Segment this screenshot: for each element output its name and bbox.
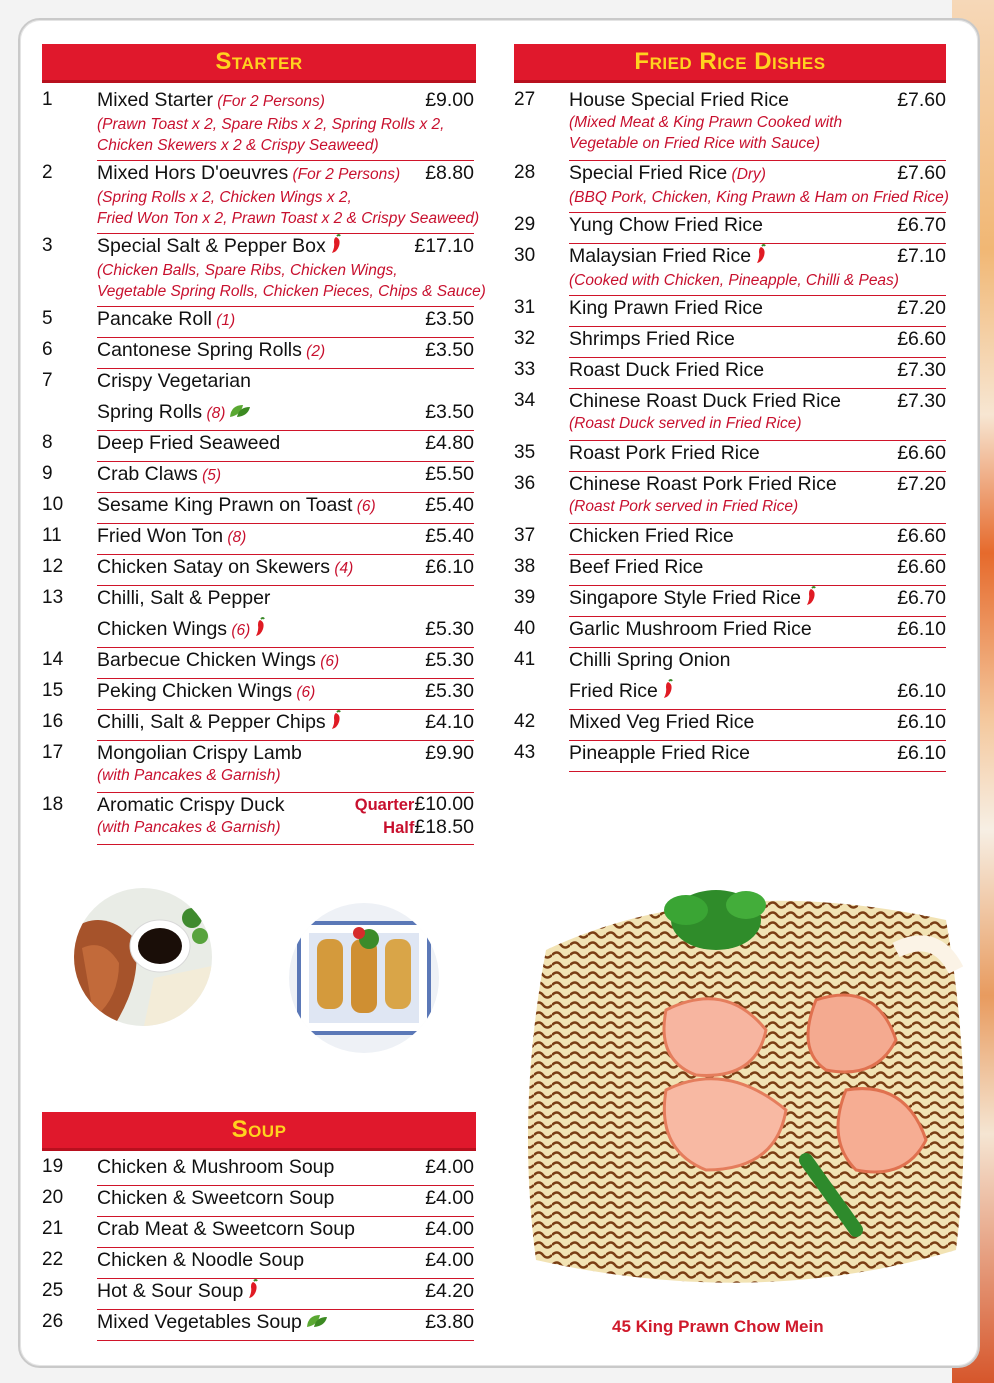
item-price: £7.20 <box>897 473 946 495</box>
item-body <box>569 586 946 617</box>
item-body <box>97 234 486 307</box>
item-body <box>569 741 946 772</box>
item-price: £4.20 <box>425 1280 474 1302</box>
item-name-line <box>97 462 474 488</box>
item-quantity: (Dry) <box>727 166 766 183</box>
item-name-line <box>97 88 474 114</box>
item-name-line <box>97 161 474 187</box>
item-name-line <box>569 524 946 548</box>
item-body <box>97 493 474 524</box>
item-price: £5.30 <box>425 618 474 640</box>
item-name-line <box>97 1248 474 1272</box>
item-price: £7.20 <box>897 297 946 319</box>
item-name-line <box>569 88 946 112</box>
fried-rice-header <box>514 44 946 83</box>
item-number: 12 <box>42 556 64 577</box>
item-name-line <box>97 586 474 610</box>
item-quantity: (2) <box>301 343 326 360</box>
item-name-line <box>569 710 946 734</box>
item-name: Fried Won Ton <box>97 525 224 547</box>
item-price: £6.70 <box>897 214 946 236</box>
item-price: £6.60 <box>897 442 946 464</box>
chilli-icon <box>662 679 674 705</box>
item-name-line <box>569 296 946 320</box>
item-number: 30 <box>514 245 536 266</box>
item-name-line <box>569 244 946 270</box>
item-price: £6.60 <box>897 525 946 547</box>
item-price: £3.50 <box>425 308 474 330</box>
item-description: Vegetable Spring Rolls, Chicken Pieces, Chips & Sauce) <box>97 283 486 300</box>
item-name-line <box>569 617 946 641</box>
item-quantity: (5) <box>197 467 222 484</box>
item-name: Barbecue Chicken Wings <box>97 649 316 671</box>
item-price: £9.90 <box>425 742 474 764</box>
item-body <box>97 648 474 679</box>
item-name: Hot & Sour Soup <box>97 1280 244 1303</box>
item-price: £6.10 <box>897 680 946 702</box>
price-options <box>355 793 474 839</box>
item-name-line <box>97 648 474 674</box>
item-body <box>97 524 474 555</box>
item-quantity: (1) <box>211 312 236 329</box>
item-price: £7.30 <box>897 390 946 412</box>
item-name: Garlic Mushroom Fried Rice <box>569 618 812 640</box>
item-description: (with Pancakes & Garnish) <box>97 819 281 836</box>
item-name: Chilli, Salt & Pepper Chips <box>97 711 326 734</box>
item-description: (Roast Pork served in Fried Rice) <box>569 498 799 515</box>
item-name-line <box>569 441 946 465</box>
item-name: Chicken Fried Rice <box>569 525 734 547</box>
item-name: Singapore Style Fried Rice <box>569 587 801 610</box>
item-name-line <box>97 493 474 519</box>
item-number: 40 <box>514 618 536 639</box>
item-name-line <box>569 389 946 413</box>
item-price: £7.30 <box>897 359 946 381</box>
item-name: Mongolian Crispy Lamb <box>97 742 302 764</box>
item-price: £4.80 <box>425 432 474 454</box>
item-body <box>97 555 474 586</box>
chow-mein-photo <box>516 830 974 1300</box>
item-quantity: (6) <box>315 653 340 670</box>
item-body <box>97 307 474 338</box>
item-price: £6.10 <box>897 742 946 764</box>
item-name-line <box>569 161 946 187</box>
item-number: 6 <box>42 339 53 360</box>
item-description: Fried Won Ton x 2, Prawn Toast x 2 & Crispy Seaweed) <box>97 210 480 227</box>
item-price: £7.60 <box>897 89 946 111</box>
item-number: 37 <box>514 525 536 546</box>
item-name-line <box>97 234 474 260</box>
item-number: 8 <box>42 432 53 453</box>
item-name: Shrimps Fried Rice <box>569 328 735 350</box>
item-price: £9.00 <box>425 89 474 111</box>
price-option <box>355 793 474 816</box>
item-number: 27 <box>514 89 536 110</box>
item-body <box>569 358 946 389</box>
line-spacer <box>97 393 474 400</box>
chilli-icon <box>755 244 767 270</box>
item-name-line <box>97 1279 474 1305</box>
item-name: Chicken & Sweetcorn Soup <box>97 1187 335 1209</box>
item-body <box>97 1279 474 1310</box>
item-price: £6.60 <box>897 556 946 578</box>
item-price: £6.60 <box>897 328 946 350</box>
item-number: 20 <box>42 1187 64 1208</box>
item-body <box>569 555 946 586</box>
item-body <box>569 213 946 244</box>
item-name-line <box>97 400 474 426</box>
item-body <box>97 1155 474 1186</box>
item-body <box>97 161 480 234</box>
item-price: £17.10 <box>414 235 474 257</box>
chilli-icon <box>330 710 342 736</box>
item-number: 17 <box>42 742 64 763</box>
item-name-line <box>97 524 474 550</box>
item-price: £4.00 <box>425 1249 474 1271</box>
item-name: Beef Fried Rice <box>569 556 704 578</box>
item-price: £6.10 <box>897 618 946 640</box>
item-price: £5.40 <box>425 525 474 547</box>
item-number: 25 <box>42 1280 64 1301</box>
item-number: 10 <box>42 494 64 515</box>
item-name: Yung Chow Fried Rice <box>569 214 764 236</box>
item-description: (BBQ Pork, Chicken, King Prawn & Ham on Fried Rice) <box>569 189 949 206</box>
item-body <box>569 648 946 710</box>
item-body <box>97 710 474 741</box>
item-number: 38 <box>514 556 536 577</box>
item-name-line <box>97 617 474 643</box>
item-name-line <box>569 555 946 579</box>
item-body <box>569 524 946 555</box>
chow-mein-caption: 45 King Prawn Chow Mein <box>612 1317 824 1336</box>
item-description: (Cooked with Chicken, Pineapple, Chilli & Peas) <box>569 272 899 289</box>
item-body <box>97 338 474 369</box>
item-price: £7.60 <box>897 162 946 184</box>
item-price: £6.10 <box>897 711 946 733</box>
item-price: £6.10 <box>425 556 474 578</box>
item-price: £4.00 <box>425 1218 474 1240</box>
price-option-price: £18.50 <box>414 816 474 838</box>
line-spacer <box>569 672 946 679</box>
item-name: House Special Fried Rice <box>569 89 790 111</box>
item-body <box>97 1217 474 1248</box>
vegetarian-leaf-icon <box>229 401 251 425</box>
item-body <box>569 617 946 648</box>
item-body <box>569 296 946 327</box>
item-body <box>97 793 474 845</box>
item-price: £3.80 <box>425 1311 474 1333</box>
item-body <box>97 586 474 648</box>
price-option-label: Half <box>383 819 415 837</box>
item-name-line <box>569 648 946 672</box>
item-number: 36 <box>514 473 536 494</box>
item-description: (Prawn Toast x 2, Spare Ribs x 2, Spring Rolls x 2, <box>97 116 445 133</box>
item-name-line <box>97 741 474 765</box>
item-name-line <box>97 555 474 581</box>
item-number: 31 <box>514 297 536 318</box>
item-price: £3.50 <box>425 401 474 423</box>
item-name-line <box>569 472 946 496</box>
item-price: £8.80 <box>425 162 474 184</box>
item-number: 41 <box>514 649 536 670</box>
item-number: 19 <box>42 1156 64 1177</box>
soup-header <box>42 1112 476 1151</box>
item-name: Cantonese Spring Rolls <box>97 339 302 361</box>
item-body <box>569 389 946 441</box>
item-number: 42 <box>514 711 536 732</box>
item-price: £7.10 <box>897 245 946 267</box>
item-number: 16 <box>42 711 64 732</box>
item-number: 18 <box>42 794 64 815</box>
item-name-line <box>97 1155 474 1179</box>
item-name-line <box>97 338 474 364</box>
item-price: £4.10 <box>425 711 474 733</box>
item-quantity: (4) <box>330 560 354 577</box>
starter-title: Starter <box>215 48 303 75</box>
item-number: 5 <box>42 308 53 329</box>
item-name: King Prawn Fried Rice <box>569 297 763 319</box>
item-name: Special Salt & Pepper Box <box>97 235 326 258</box>
item-number: 39 <box>514 587 536 608</box>
item-body <box>569 161 949 213</box>
item-body <box>97 462 474 493</box>
item-body <box>97 1248 474 1279</box>
item-name: Crab Meat & Sweetcorn Soup <box>97 1218 355 1240</box>
item-name: Crab Claws <box>97 463 198 485</box>
item-name-line <box>569 327 946 351</box>
item-name: Chinese Roast Duck Fried Rice <box>569 390 842 412</box>
item-number: 43 <box>514 742 536 763</box>
price-option-price: £10.00 <box>414 793 474 815</box>
item-name-line <box>569 679 946 705</box>
item-name-line <box>569 358 946 382</box>
soup-title: Soup <box>231 1116 287 1143</box>
item-description: (Chicken Balls, Spare Ribs, Chicken Wings, <box>97 262 398 279</box>
item-number: 14 <box>42 649 64 670</box>
item-name: Chilli, Salt & Pepper <box>97 587 271 609</box>
item-number: 34 <box>514 390 536 411</box>
item-number: 2 <box>42 162 53 183</box>
item-body <box>97 88 474 161</box>
chilli-icon <box>247 1279 259 1305</box>
chilli-icon <box>805 586 817 612</box>
item-name-line <box>97 679 474 705</box>
item-number: 7 <box>42 370 53 391</box>
item-name: Pancake Roll <box>97 308 212 330</box>
price-option-label: Quarter <box>354 796 415 814</box>
item-price: £5.30 <box>425 680 474 702</box>
chilli-icon <box>330 234 342 260</box>
item-name: Mixed Vegetables Soup <box>97 1311 302 1333</box>
item-name-line <box>97 710 474 736</box>
item-body <box>569 441 946 472</box>
item-name: Mixed Hors D'oeuvres <box>97 162 289 184</box>
item-body <box>569 88 946 161</box>
item-number: 35 <box>514 442 536 463</box>
item-number: 22 <box>42 1249 64 1270</box>
item-body <box>569 327 946 358</box>
item-description: Chicken Skewers x 2 & Crispy Seaweed) <box>97 137 379 154</box>
item-name: Chicken & Noodle Soup <box>97 1249 305 1271</box>
item-body <box>97 431 474 462</box>
item-price: £5.40 <box>425 494 474 516</box>
item-number: 13 <box>42 587 64 608</box>
item-name: Mixed Veg Fried Rice <box>569 711 755 733</box>
price-option <box>355 816 474 839</box>
item-name-line <box>97 307 474 333</box>
item-name: Mixed Starter <box>97 89 213 111</box>
item-name: Fried Rice <box>569 680 658 703</box>
item-body <box>97 1310 474 1341</box>
item-name: Chicken & Mushroom Soup <box>97 1156 335 1178</box>
item-body <box>569 710 946 741</box>
item-name-line <box>97 431 474 455</box>
item-price: £5.30 <box>425 649 474 671</box>
item-name-line <box>97 1217 474 1241</box>
item-name: Crispy Vegetarian <box>97 370 251 392</box>
line-spacer <box>97 610 474 617</box>
item-number: 33 <box>514 359 536 380</box>
item-body <box>97 741 474 793</box>
item-price: £4.00 <box>425 1156 474 1178</box>
item-quantity: (6) <box>292 684 316 701</box>
item-name-line <box>569 586 946 612</box>
chilli-icon <box>254 617 266 643</box>
item-name: Roast Pork Fried Rice <box>569 442 760 464</box>
vegetarian-leaf-icon <box>306 1311 328 1335</box>
item-price: £6.70 <box>897 587 946 609</box>
item-quantity: (6) <box>352 498 376 515</box>
item-name: Aromatic Crispy Duck <box>97 794 285 816</box>
item-name-line <box>569 213 946 237</box>
item-price: £5.50 <box>425 463 474 485</box>
item-name: Chicken Wings <box>97 618 228 641</box>
item-number: 3 <box>42 235 53 256</box>
item-body <box>569 472 946 524</box>
item-quantity: (For 2 Persons) <box>212 93 325 110</box>
item-price: £3.50 <box>425 339 474 361</box>
item-body <box>569 244 946 296</box>
roast-duck-photo <box>74 888 212 1026</box>
item-name: Chinese Roast Pork Fried Rice <box>569 473 837 495</box>
item-quantity: (8) <box>202 405 226 422</box>
item-body <box>97 1186 474 1217</box>
item-description: (Mixed Meat & King Prawn Cooked with <box>569 114 843 131</box>
item-quantity: (8) <box>223 529 247 546</box>
item-body <box>97 679 474 710</box>
item-name: Chicken Satay on Skewers <box>97 556 331 578</box>
item-number: 26 <box>42 1311 64 1332</box>
item-number: 9 <box>42 463 53 484</box>
spring-rolls-photo <box>289 903 439 1053</box>
item-quantity: (For 2 Persons) <box>288 166 401 183</box>
item-name-line <box>97 369 474 393</box>
fried-rice-title: Fried Rice Dishes <box>634 48 826 75</box>
item-description: (Spring Rolls x 2, Chicken Wings x 2, <box>97 189 352 206</box>
item-name: Pineapple Fried Rice <box>569 742 751 764</box>
item-number: 15 <box>42 680 64 701</box>
item-price: £4.00 <box>425 1187 474 1209</box>
item-number: 1 <box>42 89 53 110</box>
item-name-line <box>97 1310 474 1335</box>
item-number: 32 <box>514 328 536 349</box>
item-name: Spring Rolls <box>97 401 203 423</box>
item-number: 21 <box>42 1218 64 1239</box>
item-description: (with Pancakes & Garnish) <box>97 767 281 784</box>
item-name: Peking Chicken Wings <box>97 680 293 702</box>
item-name: Malaysian Fried Rice <box>569 245 752 268</box>
starter-header <box>42 44 476 83</box>
item-body <box>97 369 474 431</box>
item-name-line <box>97 1186 474 1210</box>
item-number: 11 <box>42 525 62 546</box>
item-quantity: (6) <box>227 622 251 640</box>
item-name: Special Fried Rice <box>569 162 728 184</box>
item-name: Chilli Spring Onion <box>569 649 731 671</box>
item-description: Vegetable on Fried Rice with Sauce) <box>569 135 821 152</box>
item-name: Roast Duck Fried Rice <box>569 359 765 381</box>
item-name: Sesame King Prawn on Toast <box>97 494 353 516</box>
item-number: 29 <box>514 214 536 235</box>
item-description: (Roast Duck served in Fried Rice) <box>569 415 802 432</box>
item-name-line <box>569 741 946 765</box>
item-name: Deep Fried Seaweed <box>97 432 281 454</box>
item-number: 28 <box>514 162 536 183</box>
